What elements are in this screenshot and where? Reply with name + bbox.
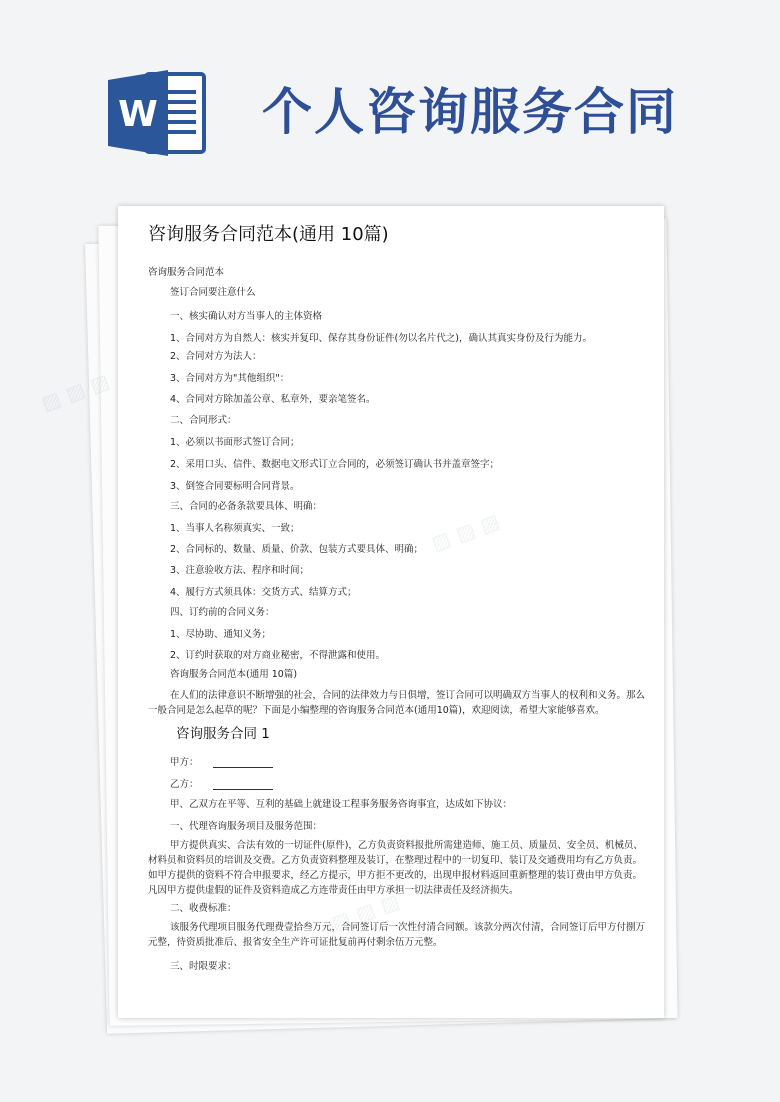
doc-line: 3、注意验收方法、程序和时间； [170, 565, 310, 576]
doc-line: 4、合同对方除加盖公章、私章外，要亲笔签名。 [170, 394, 376, 405]
doc-line: 1、尽协助、通知义务； [170, 629, 272, 640]
banner [0, 0, 780, 200]
doc-line: 咨询服务合同范本 [148, 267, 225, 278]
contract-heading: 咨询服务合同 1 [176, 726, 270, 742]
party-b-blank [213, 779, 273, 790]
doc-line: 四、订约前的合同义务： [170, 607, 275, 618]
section-title: 三、时限要求： [170, 961, 237, 972]
logo-letter: W [118, 94, 158, 135]
doc-line: 二、合同形式： [170, 415, 237, 426]
section-body: 甲方提供真实、合法有效的一切证件(原件)，乙方负责资料报批所需建造师、施工员、质量员、安全员、机械员、材料员和资料员的培训及交费。乙方负责资料整理及装订，在整理过程中的一切复印、装订及交通费用均有乙方负责。如甲方提供的资料不符合申报要求，经乙方提示，甲方拒不更改的，出现申报材料返回重新整理的装订费由甲方负责。凡因甲方提供虚假的证件及资料造成乙方连带责任由甲方承担一切法律责任及经济损失。 [148, 840, 643, 896]
agreement-line: 甲、乙双方在平等、互利的基础上就建设工程事务服务咨询事宜，达成如下协议： [170, 799, 513, 810]
section-title: 二、收费标准： [170, 903, 237, 914]
doc-line: 咨询服务合同范本(通用 10篇) [170, 669, 298, 680]
doc-line: 2、订约时获取的对方商业秘密，不得泄露和使用。 [170, 650, 386, 661]
doc-line: 1、合同对方为自然人：核实并复印、保存其身份证件(勿以名片代之)，确认其真实身份及行为能力。 [170, 333, 592, 344]
party-a-field [170, 754, 273, 768]
doc-line: 2、采用口头、信件、数据电文形式订立合同的，必须签订确认书并盖章签字； [170, 459, 500, 470]
doc-line: 一、核实确认对方当事人的主体资格 [170, 311, 323, 322]
doc-line: 1、当事人名称须真实、一致； [170, 523, 300, 534]
document-title: 咨询服务合同范本(通用 10篇) [148, 224, 389, 245]
section-body: 该服务代理项目服务代理费壹拾叁万元，合同签订后一次性付清合同额。该款分两次付清，合同签订后甲方付捌万元整，待资质批准后、报省安全生产许可证批复前再付剩余伍万元整。 [148, 922, 646, 948]
watermark-decoration: ▨ ▨ ▨ [38, 368, 113, 416]
party-a-blank [213, 757, 273, 768]
doc-line: 4、履行方式须具体：交货方式、结算方式； [170, 587, 357, 598]
document-page [118, 206, 664, 1018]
doc-line: 1、必须以书面形式签订合同； [170, 437, 300, 448]
doc-line: 签订合同要注意什么 [170, 287, 256, 298]
page-title: 个人咨询服务合同 [262, 83, 678, 141]
party-b-field [170, 776, 273, 790]
word-logo-icon [108, 68, 208, 158]
doc-line: 3、倒签合同要标明合同背景。 [170, 481, 300, 492]
party-a-label: 甲方： [170, 757, 199, 768]
doc-line: 2、合同对方为法人： [170, 351, 262, 362]
section-title: 一、代理咨询服务项目及服务范围： [170, 821, 323, 832]
doc-line: 三、合同的必备条款要具体、明确： [170, 501, 323, 512]
intro-paragraph: 在人们的法律意识不断增强的社会，合同的法律效力与日俱增，签订合同可以明确双方当事人的权利和义务。那么一般合同是怎么起草的呢？下面是小编整理的咨询服务合同范本(通用10篇)，欢迎阅读，希望大家能够喜欢。 [148, 690, 646, 716]
party-b-label: 乙方： [170, 779, 199, 790]
doc-line: 3、合同对方为"其他组织"： [170, 373, 290, 384]
doc-line: 2、合同标的、数量、质量、价款、包装方式要具体、明确； [170, 544, 424, 555]
